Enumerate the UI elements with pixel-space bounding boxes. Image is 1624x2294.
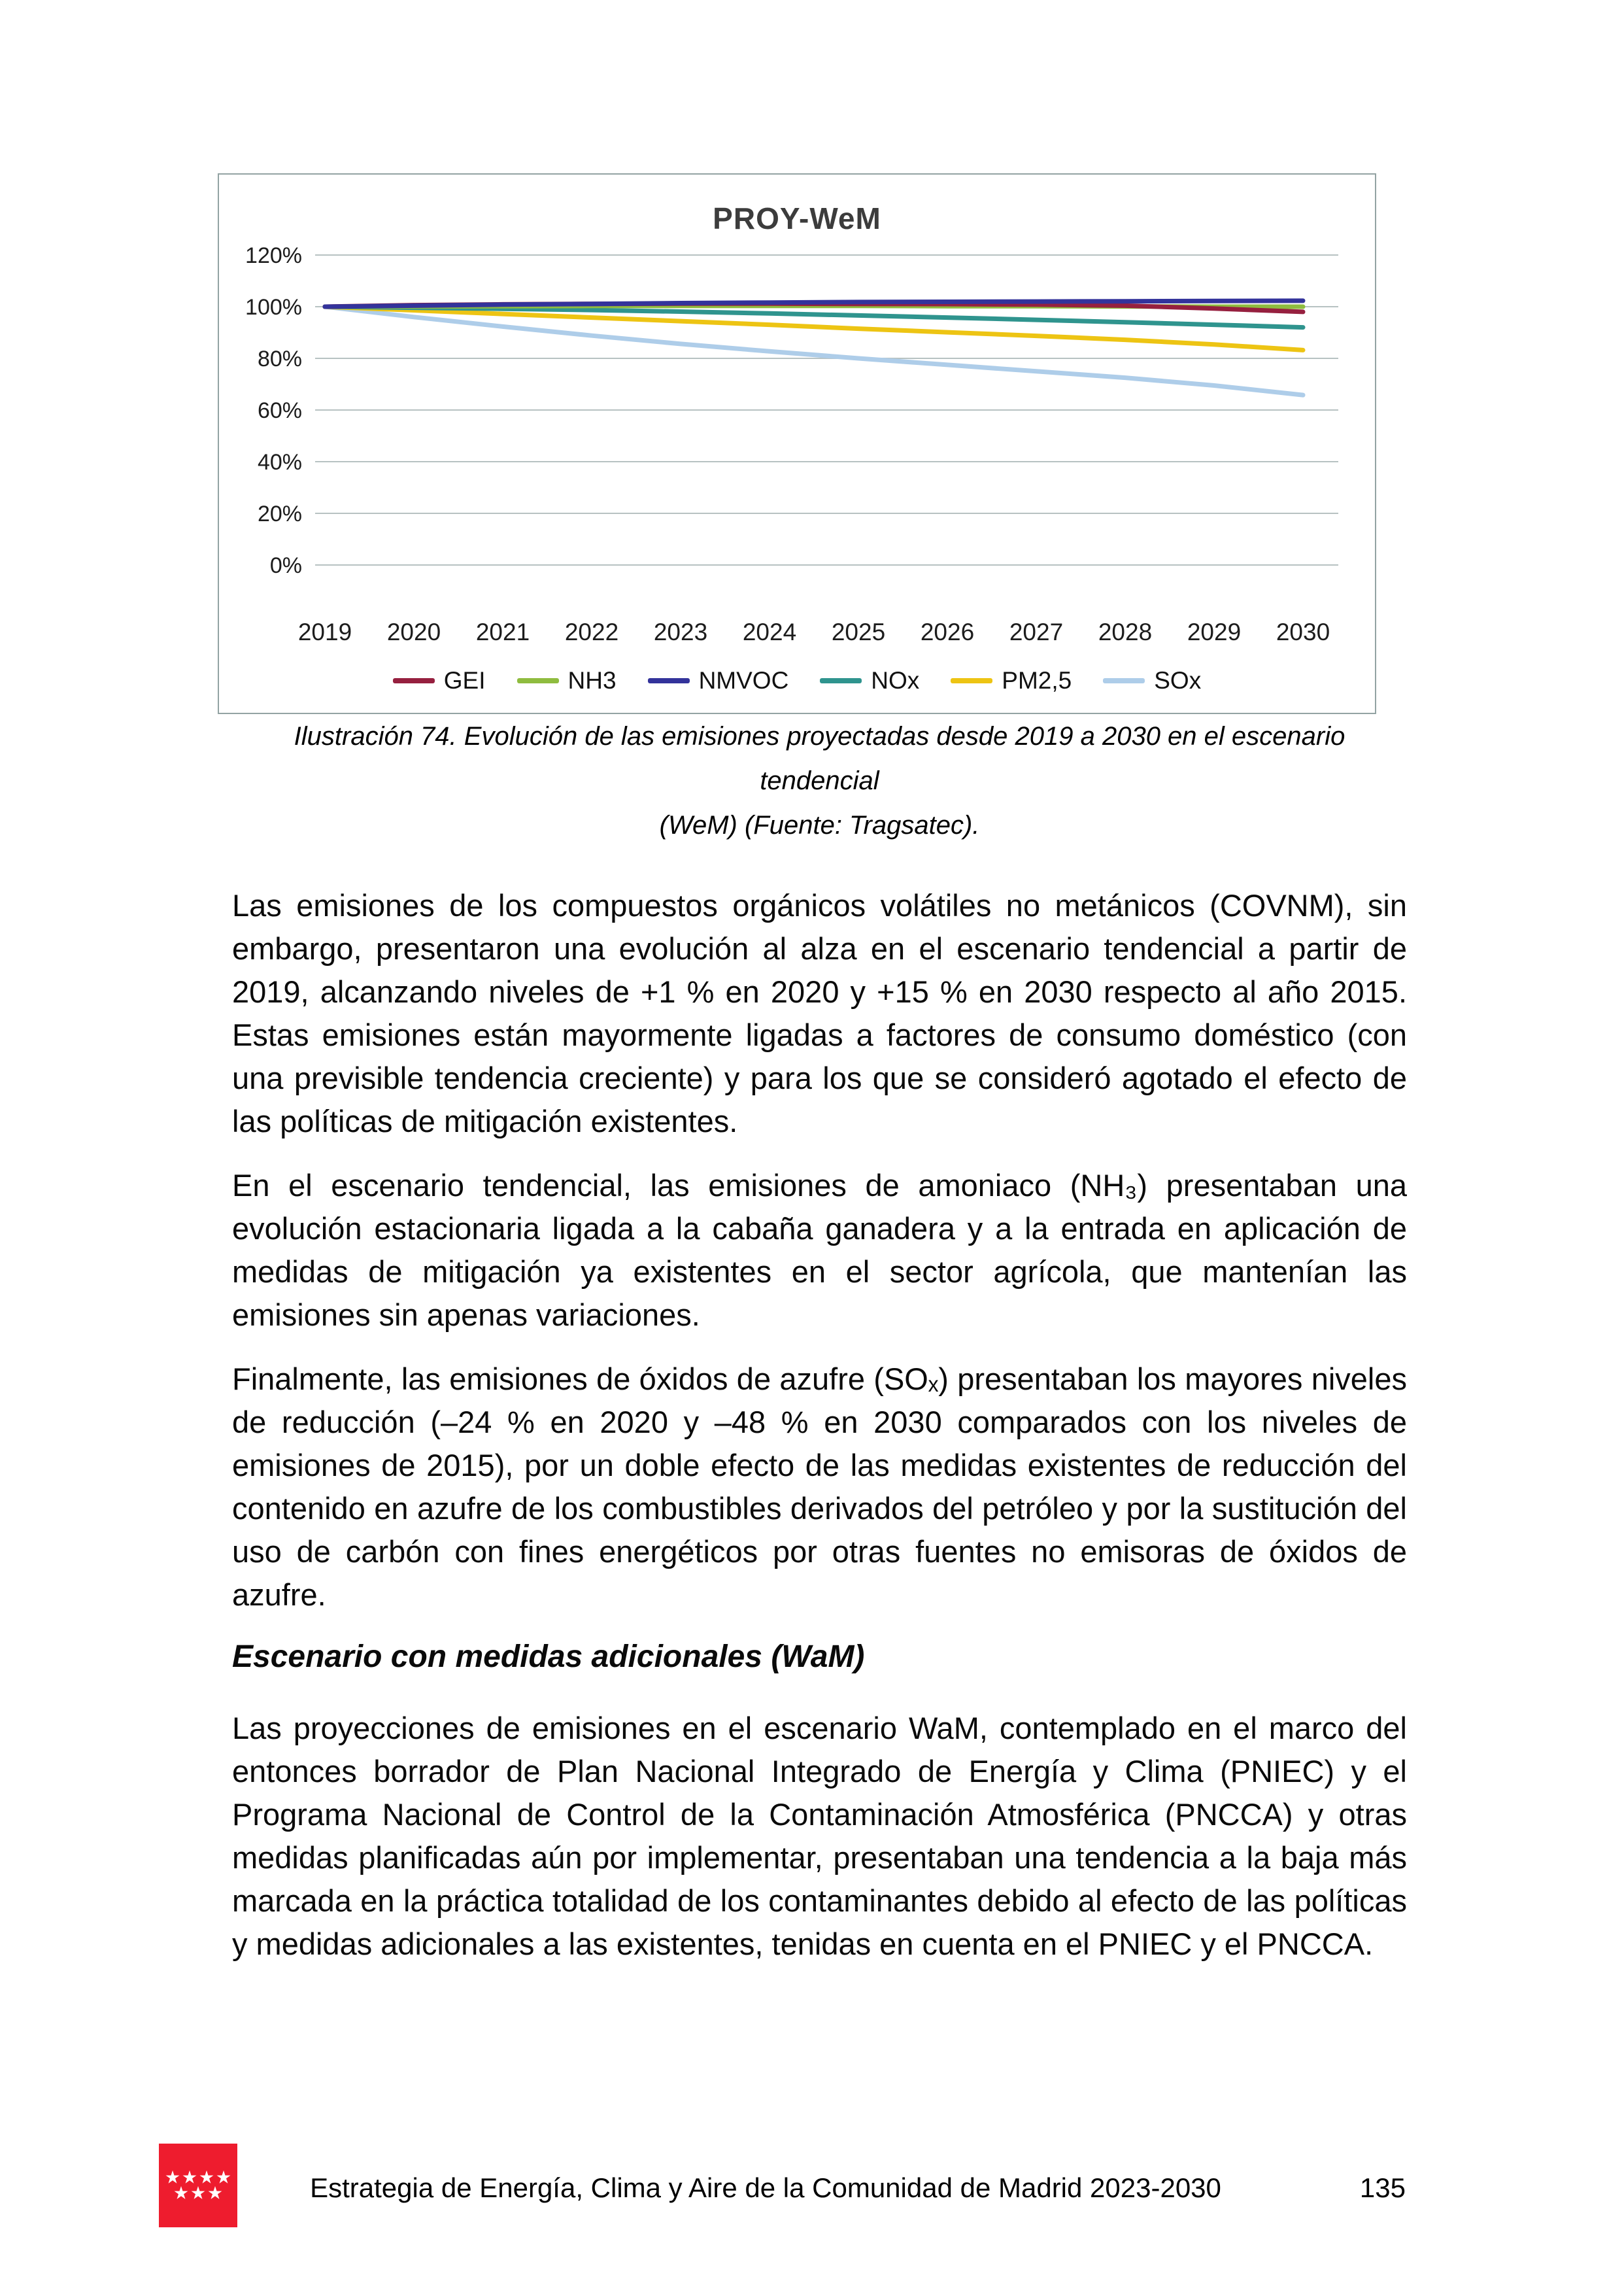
legend-dash-icon [951,678,992,683]
paragraph-wam: Las proyecciones de emisiones en el escenario WaM, contemplado en el marco del entonces borrador de Plan Nacional Integrado de Energía y Clima (PNIEC) y el Programa Nacional de Control de la Contaminación Atmosférica (PNCCA) y otras medidas planificadas aún por implementar, presentaban una tendencia a la baja más marcada en la práctica totalidad de los contaminantes debido al efecto de las políticas y medidas adicionales a las existentes, tenidas en cuenta en el PNIEC y el PNCCA. [232,1711,1407,1961]
y-axis-tick-label: 120% [245,243,302,268]
emissions-chart-frame [218,173,1376,714]
legend-label: NH3 [567,667,617,694]
figure-caption-line2: (WeM) (Fuente: Tragsatec). [659,811,980,840]
legend-label: NOx [871,667,920,694]
legend-dash-icon [1103,678,1145,683]
footer-title: Estrategia de Energía, Clima y Aire de la Comunidad de Madrid 2023-2030 [310,2172,1221,2203]
legend-dash-icon [517,678,559,683]
paragraph-sox: Finalmente, las emisiones de óxidos de azufre (SOₓ) presentaban los mayores niveles de reducción (–24 % en 2020 y –48 % en 2030 comparados con los niveles de emisiones de 2015), por un doble efecto de las medidas existentes de reducción del contenido en azufre de los combustibles derivados del petróleo y por la sustitución del uso de carbón con fines energéticos por otras fuentes no emisoras de óxidos de azufre. [232,1361,1407,1612]
x-axis-tick-label: 2020 [386,619,441,645]
legend-dash-icon [820,678,862,683]
x-axis-tick-label: 2028 [1098,619,1153,645]
legend-label: NMVOC [698,667,789,694]
legend-label: GEI [443,667,486,694]
x-axis-tick-label: 2019 [297,619,352,645]
legend-item-NOx [820,667,919,694]
legend-dash-icon [648,678,690,683]
page-number: 135 [1359,2172,1406,2203]
x-axis-tick-label: 2027 [1009,619,1064,645]
x-axis-tick-label: 2023 [653,619,708,645]
x-axis-tick-label: 2022 [564,619,619,645]
y-axis-tick-label: 40% [257,450,302,475]
series-line-SOx [325,307,1303,395]
y-axis-tick-label: 20% [257,502,302,526]
chart-title: PROY-WeM [713,201,881,235]
figure-caption-line1: Ilustración 74. Evolución de las emisiones proyectadas desde 2019 a 2030 en el escenario tendencial [294,722,1345,795]
legend-item-PM2,5 [951,667,1072,694]
legend-dash-icon [393,678,435,683]
legend-item-NH3 [517,667,617,694]
figure-caption [232,714,1407,847]
emissions-line-chart [219,175,1375,713]
chart-legend [219,664,1375,698]
y-axis-tick-label: 0% [269,553,302,578]
legend-item-GEI [393,667,486,694]
x-axis-tick-label: 2030 [1276,619,1330,645]
legend-label: PM2,5 [1002,667,1072,694]
y-axis-tick-label: 80% [257,347,302,371]
document-body [232,884,1407,1987]
paragraph-covnm: Las emisiones de los compuestos orgánicos volátiles no metánicos (COVNM), sin embargo, presentaron una evolución al alza en el escenario tendencial a partir de 2019, alcanzando niveles de +1 % en 2020 y +15 % en 2030 respecto al año 2015. Estas emisiones están mayormente ligadas a factores de consumo doméstico (con una previsible tendencia creciente) y para los que se consideró agotado el efecto de las políticas de mitigación existentes. [232,888,1407,1138]
y-axis-tick-label: 100% [245,295,302,320]
legend-label: SOx [1154,667,1202,694]
paragraph-nh3: En el escenario tendencial, las emisiones de amoniaco (NH₃) presentaban una evolución estacionaria ligada a la cabaña ganadera y a la entrada en aplicación de medidas de mitigación ya existentes en el sector agrícola, que mantenían las emisiones sin apenas variaciones. [232,1168,1407,1332]
x-axis-tick-label: 2029 [1187,619,1242,645]
legend-item-SOx [1103,667,1201,694]
legend-item-NMVOC [648,667,789,694]
x-axis-tick-label: 2021 [475,619,530,645]
x-axis-tick-label: 2024 [742,619,797,645]
x-axis-tick-label: 2026 [920,619,975,645]
y-axis-tick-label: 60% [257,398,302,423]
section-heading-wam: Escenario con medidas adicionales (WaM) [232,1639,865,1674]
x-axis-tick-label: 2025 [831,619,886,645]
